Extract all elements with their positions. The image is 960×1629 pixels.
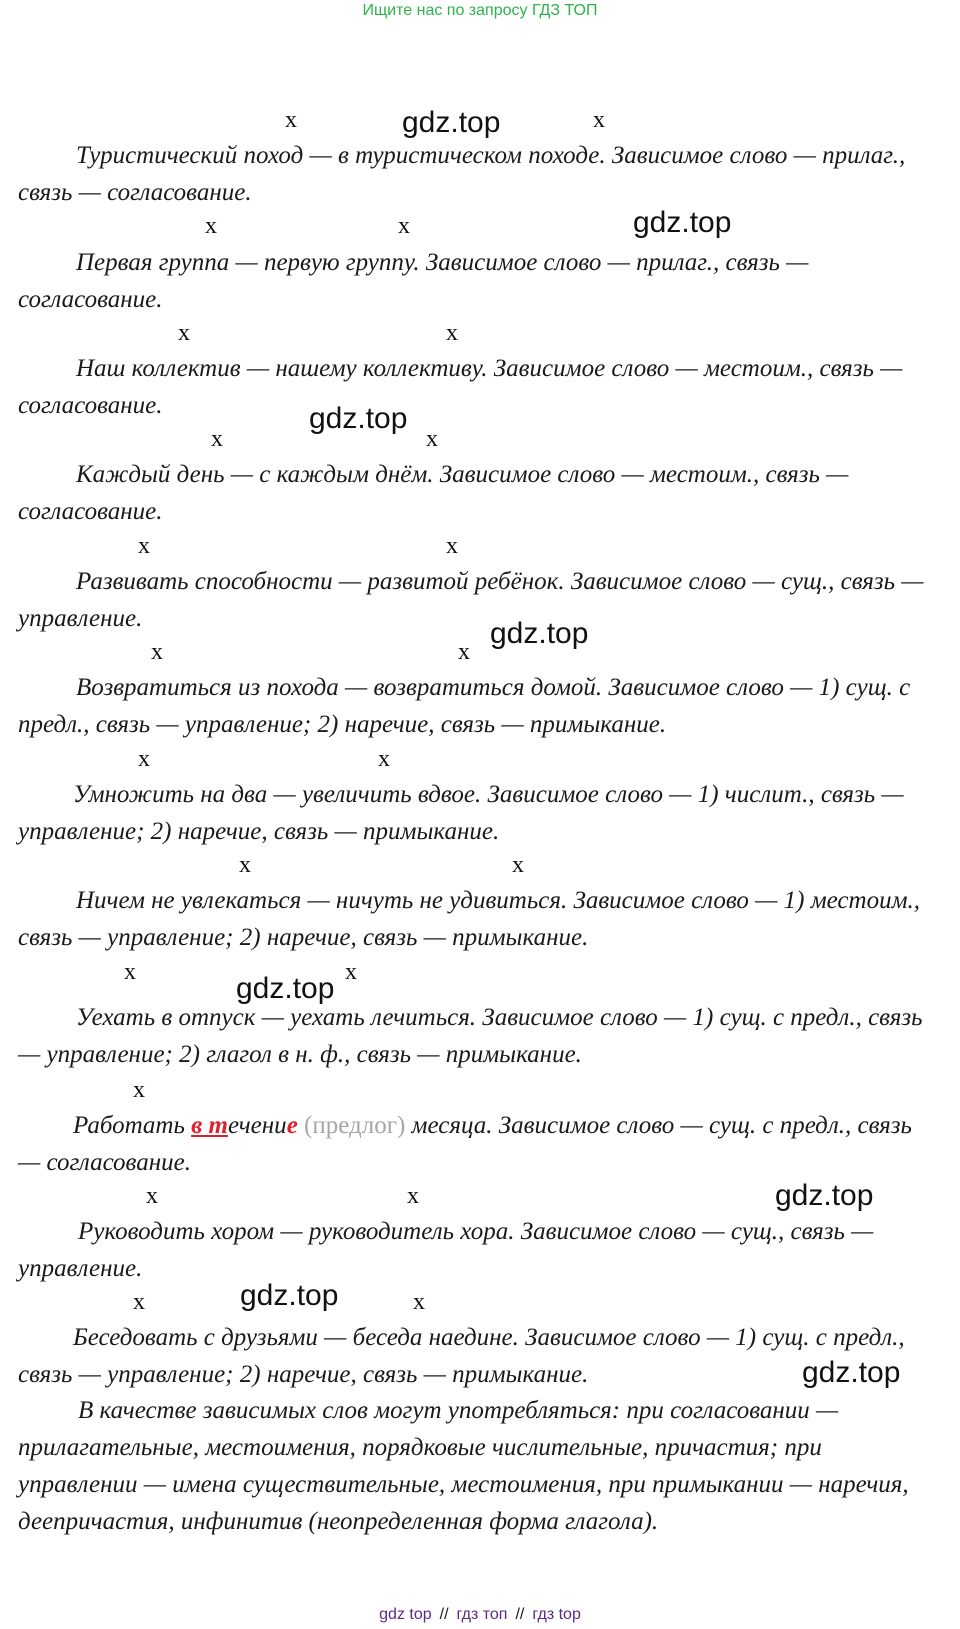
dependency-mark: x bbox=[211, 426, 223, 452]
watermark: gdz.top bbox=[236, 972, 335, 1005]
example-paragraph: Наш коллектив — нашему коллективу. Зависимое слово — местоим., связь — согласование. bbox=[18, 355, 903, 419]
dependency-mark: x bbox=[138, 746, 150, 772]
watermark: gdz.top bbox=[240, 1279, 339, 1312]
corrected-letters: в т bbox=[191, 1112, 228, 1139]
watermark: gdz.top bbox=[490, 617, 589, 650]
dependency-mark: x bbox=[133, 1077, 145, 1103]
summary-paragraph: В качестве зависимых слов могут употребляться: при согласовании — прилагательные, местоимения, порядковые числительные, причастия; при управлении — имена существительные, местоимения, при примыкании — наречия, деепричастия, инфинитив (неопределенная форма глагола). bbox=[18, 1397, 909, 1535]
dependency-mark: x bbox=[413, 1289, 425, 1315]
example-paragraph: Первая группа — первую группу. Зависимое слово — прилаг., связь — согласование. bbox=[18, 249, 809, 313]
dependency-mark: x bbox=[239, 852, 251, 878]
dependency-mark: x bbox=[124, 959, 136, 985]
dependency-mark: x bbox=[285, 107, 297, 133]
example-paragraph-corrected bbox=[18, 1107, 940, 1181]
dependency-mark: x bbox=[345, 959, 357, 985]
dependency-mark: x bbox=[151, 639, 163, 665]
watermark: gdz.top bbox=[775, 1179, 874, 1212]
dependency-mark: x bbox=[178, 320, 190, 346]
special-middle: ечени bbox=[227, 1112, 287, 1139]
dependency-mark: x bbox=[512, 852, 524, 878]
dependency-mark: x bbox=[593, 107, 605, 133]
special-before: Работать bbox=[73, 1112, 192, 1139]
example-paragraph: Развивать способности — развитой ребёнок. Зависимое слово — сущ., связь — управление. bbox=[18, 568, 924, 632]
dependency-mark: x bbox=[398, 213, 410, 239]
corrected-ending: е bbox=[286, 1112, 298, 1139]
footer-link-gdz-top-ru[interactable]: гдз топ bbox=[456, 1606, 508, 1623]
dependency-mark: x bbox=[378, 746, 390, 772]
dependency-mark: x bbox=[446, 320, 458, 346]
special-after: месяца. Зависимое слово — сущ. с предл., связь — согласование. bbox=[18, 1112, 912, 1176]
dependency-mark: x bbox=[146, 1183, 158, 1209]
example-paragraph: Возвратиться из похода — возвратиться домой. Зависимое слово — 1) сущ. с предл., связь — управление; 2) наречие, связь — примыкание. bbox=[18, 674, 911, 738]
footer-link-gdz-top-mixed[interactable]: гдз top bbox=[532, 1606, 581, 1623]
example-paragraph: Туристический поход — в туристическом походе. Зависимое слово — прилаг., связь — согласование. bbox=[18, 142, 906, 206]
watermark: gdz.top bbox=[402, 106, 501, 139]
watermark: gdz.top bbox=[633, 206, 732, 239]
example-paragraph: Ничем не увлекаться — ничуть не удивиться. Зависимое слово — 1) местоим., связь — управление; 2) наречие, связь — примыкание. bbox=[18, 887, 921, 951]
example-paragraph: Уехать в отпуск — уехать лечиться. Зависимое слово — 1) сущ. с предл., связь — управление; 2) глагол в н. ф., связь — примыкание. bbox=[18, 1004, 923, 1068]
dependency-mark: x bbox=[446, 533, 458, 559]
footer-links bbox=[0, 1606, 960, 1624]
dependency-mark: x bbox=[426, 426, 438, 452]
example-paragraph: Беседовать с друзьями — беседа наедине. Зависимое слово — 1) сущ. с предл., связь — управление; 2) наречие, связь — примыкание. bbox=[18, 1324, 905, 1388]
watermark: gdz.top bbox=[309, 402, 408, 435]
example-paragraph: Каждый день — с каждым днём. Зависимое слово — местоим., связь — согласование. bbox=[18, 461, 849, 525]
footer-link-gdz-top[interactable]: gdz top bbox=[379, 1606, 432, 1623]
dependency-mark: x bbox=[458, 639, 470, 665]
dependency-mark: x bbox=[133, 1289, 145, 1315]
example-paragraph: Умножить на два — увеличить вдвое. Зависимое слово — 1) числит., связь — управление; 2) наречие, связь — примыкание. bbox=[18, 781, 904, 845]
dependency-mark: x bbox=[138, 533, 150, 559]
example-paragraph: Руководить хором — руководитель хора. Зависимое слово — сущ., связь — управление. bbox=[18, 1218, 874, 1282]
dependency-mark: x bbox=[407, 1183, 419, 1209]
dependency-mark: x bbox=[205, 213, 217, 239]
watermark: gdz.top bbox=[802, 1356, 901, 1389]
footer-separator: // bbox=[515, 1606, 525, 1623]
search-banner: Ищите нас по запросу ГДЗ ТОП bbox=[362, 2, 598, 19]
part-of-speech-note: (предлог) bbox=[297, 1112, 406, 1139]
footer-separator: // bbox=[439, 1606, 449, 1623]
